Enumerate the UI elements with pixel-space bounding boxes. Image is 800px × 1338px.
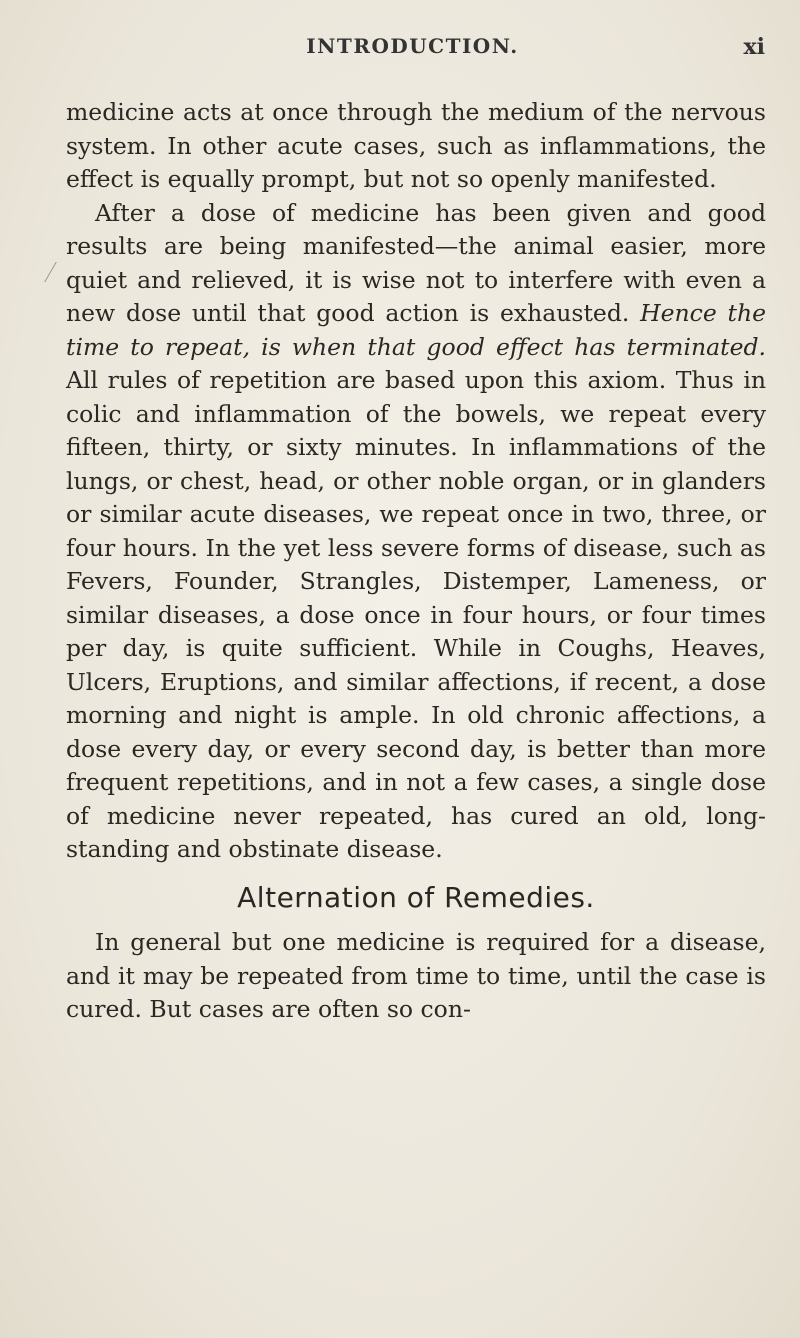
running-title: INTRODUCTION. xyxy=(306,34,519,58)
paragraph-lead-text: After a dose of medicine has been given and good results are being manifested—the animal easier, more quiet and relieved, it is wise not to interfere with even a new dose until that good action is exhausted. xyxy=(66,198,766,327)
margin-pencil-mark xyxy=(44,262,67,282)
body-text xyxy=(66,96,766,1027)
running-head xyxy=(60,34,765,62)
paragraph-continued: medicine acts at once through the medium of the nervous system. In other acute cases, such as inflammations, the effect is equally prompt, but not so openly manifested. xyxy=(66,98,766,193)
italic-emphasis: Hence the time to repeat, is when that good effect has terminated. xyxy=(66,299,767,361)
page-number: xi xyxy=(743,34,765,60)
paragraph-rest-text: All rules of repetition are based upon this axiom. Thus in colic and inflammation of the bowels, we repeat every fifteen, thirty, or sixty minutes. In inflammations of the lungs, or chest, head, or other noble organ, or in glanders or similar acute diseases, we repeat once in two, three, or four hours. In the yet less severe forms of disease, such as Fevers, Founder, Strangles, Distemper, Lameness, or similar diseases, a dose once in four hours, or four times per day, is quite sufficient. While in Coughs, Heaves, Ulcers, Eruptions, and similar affections, if recent, a dose morning and night is ample. In old chronic affections, a dose every day, or every second day, is better than more frequent repetitions, and in not a few cases, a single dose of medicine never repeated, has cured an old, long-standing and obstinate disease. xyxy=(66,366,766,863)
paragraph-repetition-rules xyxy=(66,197,766,867)
paragraph-alternation: In general but one medicine is required for a disease, and it may be repeated from time to time, until the case is cured. But cases are often so con- xyxy=(66,928,766,1023)
section-heading: Alternation of Remedies. xyxy=(237,880,595,914)
